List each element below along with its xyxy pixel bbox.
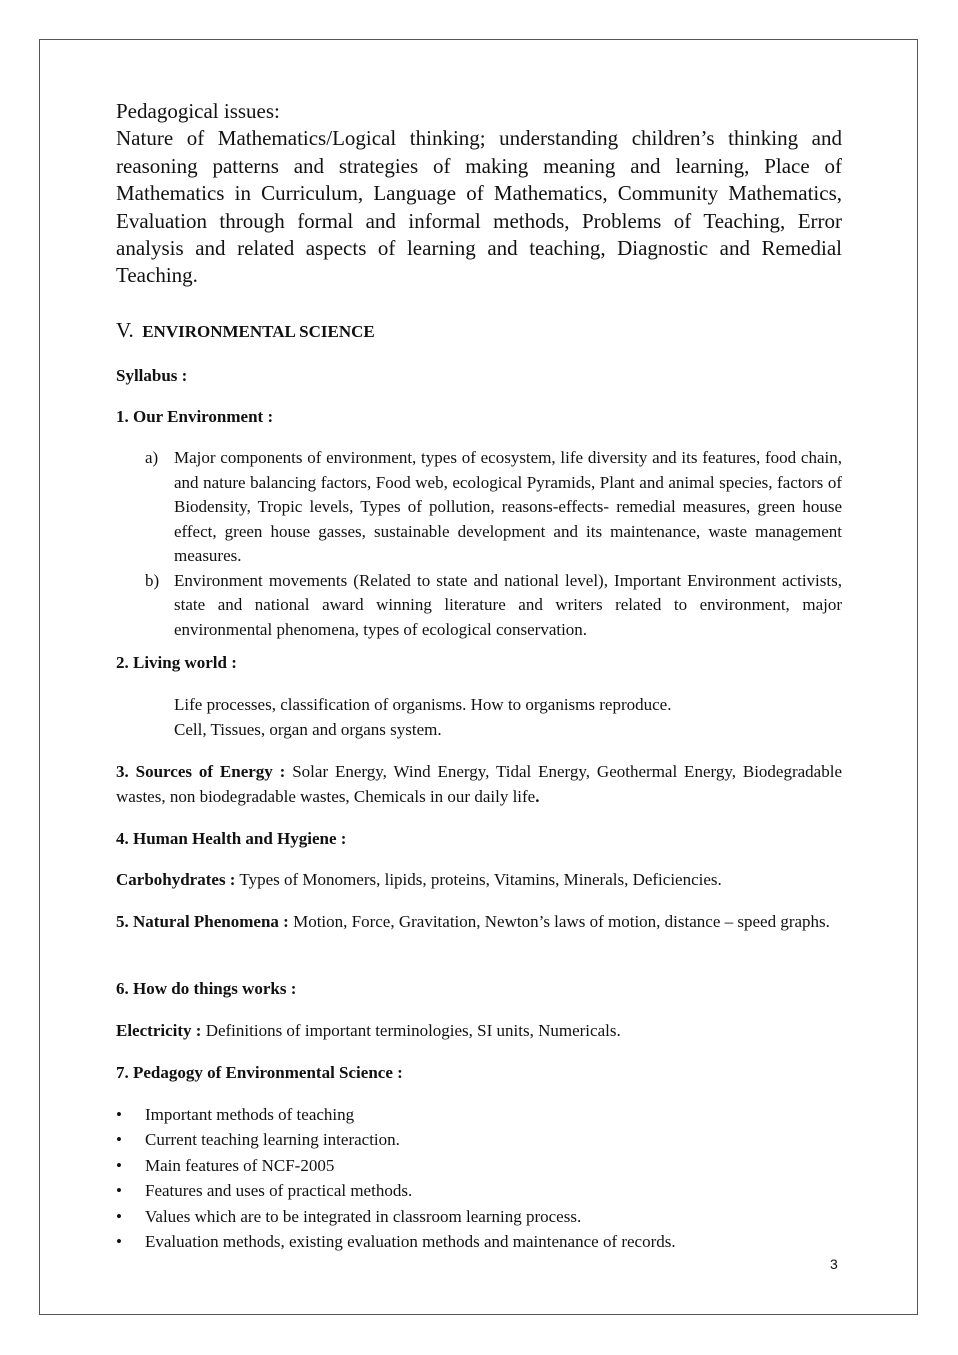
living-world-text (116, 693, 842, 742)
bullet-icon: • (116, 1232, 122, 1252)
bullet-text: Main features of NCF-2005 (145, 1155, 335, 1175)
list-item (116, 569, 842, 643)
syllabus-label: Syllabus : (116, 366, 188, 385)
bullet-icon: • (116, 1105, 122, 1124)
energy-text: Solar Energy, Wind Energy, Tidal Energy, Geothermal Energy, Biodegradable wastes, non biodegradable wastes, Chemicals in our daily life (116, 762, 842, 806)
list-marker: b) (145, 570, 160, 590)
bullet-icon: • (116, 1181, 122, 1201)
section-title: ENVIRONMENTAL SCIENCE (142, 322, 375, 341)
bullet-text: Values which are to be integrated in classroom learning process. (145, 1206, 582, 1226)
living-world-heading: 2. Living world : (116, 653, 237, 672)
list-item-text: Major components of environment, types of ecosystem, life diversity and its features, food chain, and nature balancing factors, Food web, ecological Pyramids, Plant and animal species, factors of Biodensity, Tropic levels, Types of pollution, reasons-effects- remedial measures, green house effect, green house gasses, sustainable development and its maintenance, waste management measures. (174, 448, 842, 565)
things-work-heading: 6. How do things works : (116, 979, 297, 998)
bullet-item (116, 1178, 842, 1203)
our-environment-list (116, 446, 842, 642)
pedagogical-issues-text: Nature of Mathematics/Logical thinking; understanding children’s thinking and reasoning patterns and strategies of making meaning and learning, Place of Mathematics in Curriculum, Language of Mathematics, Community Mathematics, Evaluation through formal and informal methods, Problems of Teaching, Error analysis and related aspects of learning and teaching, Diagnostic and Remedial Teaching. (116, 126, 842, 288)
list-item-text: Environment movements (Related to state and national level), Important Environment activists, state and national award winning literature and writers related to environment, major environmental phenomena, types of ecological conservation. (174, 570, 842, 639)
section-heading (116, 318, 842, 345)
bullet-item (116, 1102, 842, 1127)
electricity (116, 1019, 842, 1044)
energy-label: 3. Sources of Energy : (116, 762, 286, 781)
our-environment-heading: 1. Our Environment : (116, 407, 274, 426)
electricity-label: Electricity : (116, 1021, 202, 1040)
bullet-icon: • (116, 1155, 122, 1175)
pedagogy-evs-list (116, 1102, 842, 1254)
carbohydrates-label: Carbohydrates : (116, 870, 236, 889)
bullet-text: Current teaching learning interaction. (145, 1130, 400, 1150)
list-item (116, 446, 842, 569)
bullet-icon: • (116, 1206, 122, 1226)
sources-of-energy (116, 760, 842, 809)
pedagogy-evs-heading: 7. Pedagogy of Environmental Science : (116, 1063, 403, 1082)
carbohydrates-text: Types of Monomers, lipids, proteins, Vitamins, Minerals, Deficiencies. (235, 870, 722, 889)
bullet-text: Features and uses of practical methods. (145, 1181, 413, 1201)
pedagogical-issues-block (116, 98, 842, 290)
bullet-item (116, 1153, 842, 1178)
section-numeral: V. (116, 318, 134, 342)
phenomena-label: 5. Natural Phenomena : (116, 912, 289, 931)
living-world-line: Cell, Tissues, organ and organs system. (174, 719, 442, 739)
list-marker: a) (145, 448, 159, 467)
natural-phenomena (116, 910, 842, 935)
electricity-text: Definitions of important terminologies, SI units, Numericals. (201, 1021, 621, 1040)
carbohydrates (116, 868, 842, 893)
phenomena-text: Motion, Force, Gravitation, Newton’s laws of motion, distance – speed graphs. (288, 912, 830, 931)
energy-end: . (535, 786, 540, 806)
bullet-icon: • (116, 1130, 122, 1150)
bullet-text: Important methods of teaching (145, 1105, 355, 1124)
bullet-item (116, 1127, 842, 1152)
living-world-line: Life processes, classification of organisms. How to organisms reproduce. (174, 695, 672, 714)
bullet-item (116, 1229, 842, 1254)
page-number: 3 (830, 1256, 838, 1272)
bullet-item (116, 1204, 842, 1229)
bullet-text: Evaluation methods, existing evaluation methods and maintenance of records. (145, 1232, 676, 1252)
pedagogical-issues-heading: Pedagogical issues: (116, 99, 280, 123)
health-heading: 4. Human Health and Hygiene : (116, 829, 347, 848)
